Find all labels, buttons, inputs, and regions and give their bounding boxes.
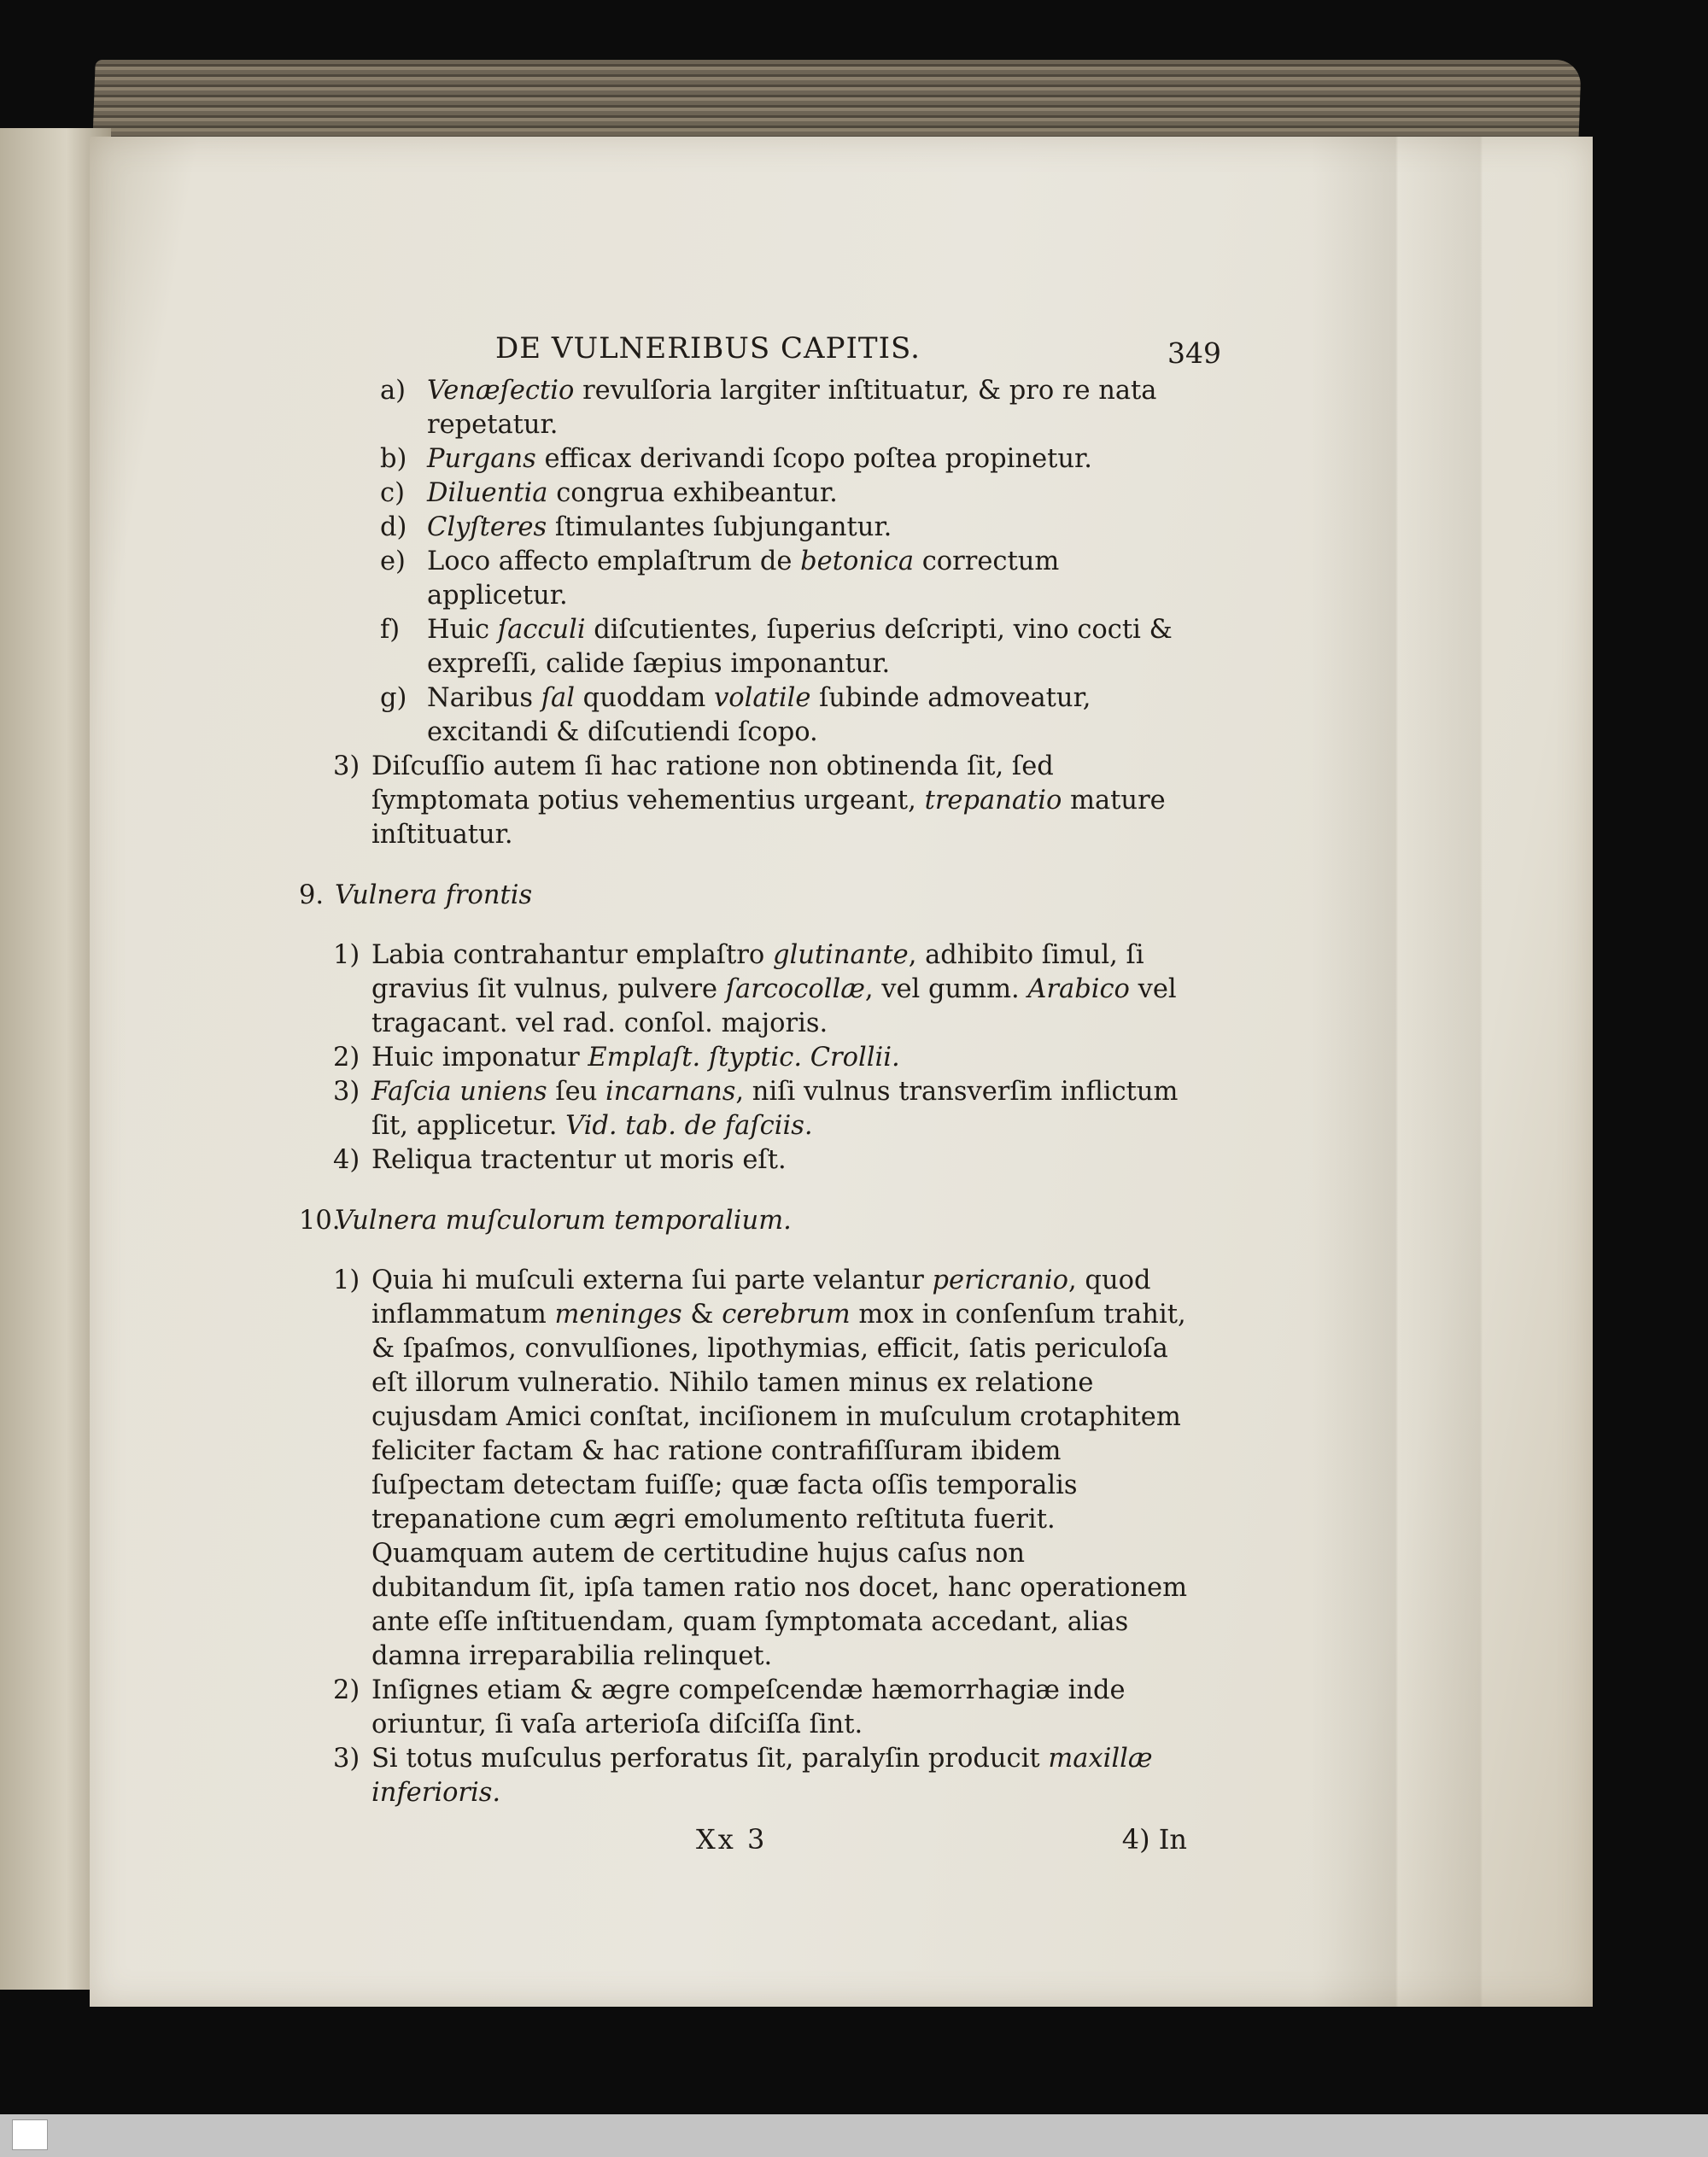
section-number: 10. <box>299 1205 341 1236</box>
item-text: ſubinde admoveatur, excitandi & diſcutiendi ſcopo. <box>427 683 1091 747</box>
list-item <box>282 1674 1187 1742</box>
item-text: Naribus <box>427 683 541 713</box>
list-item <box>282 545 1187 613</box>
item-italic: maxillæ inferioris. <box>371 1744 1153 1808</box>
item-text: & <box>681 1300 722 1330</box>
item-text: Diſcuſſio autem ſi hac ratione non obtinenda ſit, ſed ſymptomata potius vehementius urgeant, <box>371 751 1054 815</box>
list-item <box>282 374 1187 442</box>
page-header <box>282 324 1221 374</box>
item-text: mox in conſenſum trahit, & ſpaſmos, convulſiones, lipothymias, efficit, ſatis periculoſa eſt illorum vulneratio. Nihilo tamen minus ex relatione cujusdam Amici conſtat, inciſionem in muſculum crotaphitem feliciter factam & hac ratione contrafiſſuram ibidem ſuſpectam detectam fuiſſe; quæ facta oſſis temporalis trepanatione cum ægri emolumento reſtituta fuerit. Quamquam autem de certitudine hujus caſus non dubitandum ſit, ipſa tamen ratio nos docet, hanc operationem ante eſſe inſtituendam, quam ſymptomata accedant, alias damna irreparabilia relinquet. <box>371 1300 1187 1671</box>
page-fold-shadow <box>1311 137 1593 2007</box>
item-text: Huic <box>427 615 498 645</box>
item-italic: Venæſectio <box>427 376 575 406</box>
item-italic: incarnans <box>605 1077 736 1107</box>
item-marker: c) <box>380 478 405 508</box>
list-item <box>282 613 1187 681</box>
item-text: revulſoria largiter inſtituatur, & pro re nata repetatur. <box>427 376 1157 440</box>
section-number: 9. <box>299 880 325 910</box>
item-italic: cerebrum <box>722 1300 851 1330</box>
item-italic: ſarcocollæ <box>725 974 865 1004</box>
item-italic: ſal <box>541 683 575 713</box>
section-title: Vulnera muſculorum temporalium. <box>335 1205 792 1236</box>
catchword: 4) In <box>1121 1823 1187 1856</box>
item-text: quoddam <box>574 683 715 713</box>
item-marker: f) <box>380 615 401 645</box>
item-marker: a) <box>380 376 407 406</box>
list-item <box>282 1264 1187 1674</box>
section-title: Vulnera frontis <box>335 880 533 910</box>
item-marker: 2) <box>333 1675 360 1705</box>
item-text: , quod inflammatum <box>371 1266 1151 1330</box>
item-text: Huic imponatur <box>371 1043 588 1073</box>
section-heading <box>282 1204 1187 1238</box>
item-marker: e) <box>380 547 406 576</box>
item-text: ſtimulantes ſubjungantur. <box>547 512 892 542</box>
list-item <box>282 511 1187 545</box>
item-text: Labia contrahantur emplaſtro <box>371 940 773 970</box>
item-italic: Purgans <box>427 444 536 474</box>
item-text: diſcutientes, ſuperius deſcripti, vino cocti & expreſſi, calide ſæpius imponantur. <box>427 615 1173 679</box>
page-text-block <box>282 324 1221 1873</box>
item-italic: Diluentia <box>427 478 548 508</box>
item-italic: trepanatio <box>924 786 1062 815</box>
item-text: Quia hi muſculi externa ſui parte velantur <box>371 1266 933 1295</box>
item-text: efficax derivandi ſcopo poſtea propinetur. <box>535 444 1092 474</box>
list-item <box>282 1143 1187 1178</box>
item-marker: 1) <box>333 940 360 970</box>
signature-mark: Xx 3 <box>696 1823 768 1856</box>
item-text: , vel gumm. <box>864 974 1028 1004</box>
list-item <box>282 681 1187 750</box>
item-marker: d) <box>380 512 407 542</box>
list-item <box>282 750 1187 852</box>
item-marker: 1) <box>333 1266 360 1295</box>
item-italic: meninges <box>554 1300 682 1330</box>
item-text: Loco affecto emplaſtrum de <box>427 547 801 576</box>
item-text: Inſignes etiam & ægre compeſcendæ hæmorrhagiæ inde oriuntur, ſi vaſa arterioſa diſciſſa ſint. <box>371 1675 1126 1739</box>
item-text: Si totus muſculus perforatus ſit, paralyſin producit <box>371 1744 1049 1774</box>
book-top-edge <box>92 60 1581 145</box>
item-marker: b) <box>380 444 407 474</box>
item-text: ſeu <box>547 1077 606 1107</box>
page-footer <box>282 1822 1187 1873</box>
item-marker: 3) <box>333 1744 360 1774</box>
item-marker: 3) <box>333 751 360 781</box>
item-text: congrua exhibeantur. <box>547 478 838 508</box>
section-heading <box>282 879 1187 913</box>
item-marker: 2) <box>333 1043 360 1073</box>
running-head: DE VULNERIBUS CAPITIS. <box>495 331 921 365</box>
library-logo-icon <box>12 2119 48 2150</box>
item-text: , adhibito ſimul, ſi gravius ſit vulnus, pulvere <box>371 940 1144 1004</box>
item-text: correctum applicetur. <box>427 547 1060 611</box>
item-text: mature inſtituatur. <box>371 786 1166 850</box>
item-italic: Faſcia uniens <box>371 1077 547 1107</box>
item-italic: Arabico <box>1027 974 1130 1004</box>
item-italic: pericranio <box>932 1266 1069 1295</box>
item-marker: 3) <box>333 1077 360 1107</box>
list-item <box>282 442 1187 476</box>
list-item <box>282 1075 1187 1143</box>
item-marker: g) <box>380 683 407 713</box>
item-italic: ſacculi <box>497 615 586 645</box>
item-text: , niſi vulnus transverſim inflictum ſit, applicetur. <box>371 1077 1179 1141</box>
item-italic: betonica <box>800 547 915 576</box>
list-item <box>282 938 1187 1041</box>
list-item <box>282 1742 1187 1810</box>
item-italic: Emplaſt. ſtyptic. Crollii. <box>588 1043 900 1073</box>
item-text: Reliqua tractentur ut moris eſt. <box>371 1145 787 1175</box>
viewer-bottom-bar <box>0 2114 1708 2157</box>
list-item <box>282 476 1187 511</box>
item-italic: Clyſteres <box>427 512 547 542</box>
list-item <box>282 1041 1187 1075</box>
item-text: vel tragacant. vel rad. conſol. majoris. <box>371 974 1177 1038</box>
item-italic: glutinante <box>772 940 909 970</box>
item-italic: Vid. tab. de faſciis. <box>565 1111 813 1141</box>
page-number: 349 <box>1167 336 1221 370</box>
item-italic: volatile <box>714 683 811 713</box>
item-marker: 4) <box>333 1145 360 1175</box>
